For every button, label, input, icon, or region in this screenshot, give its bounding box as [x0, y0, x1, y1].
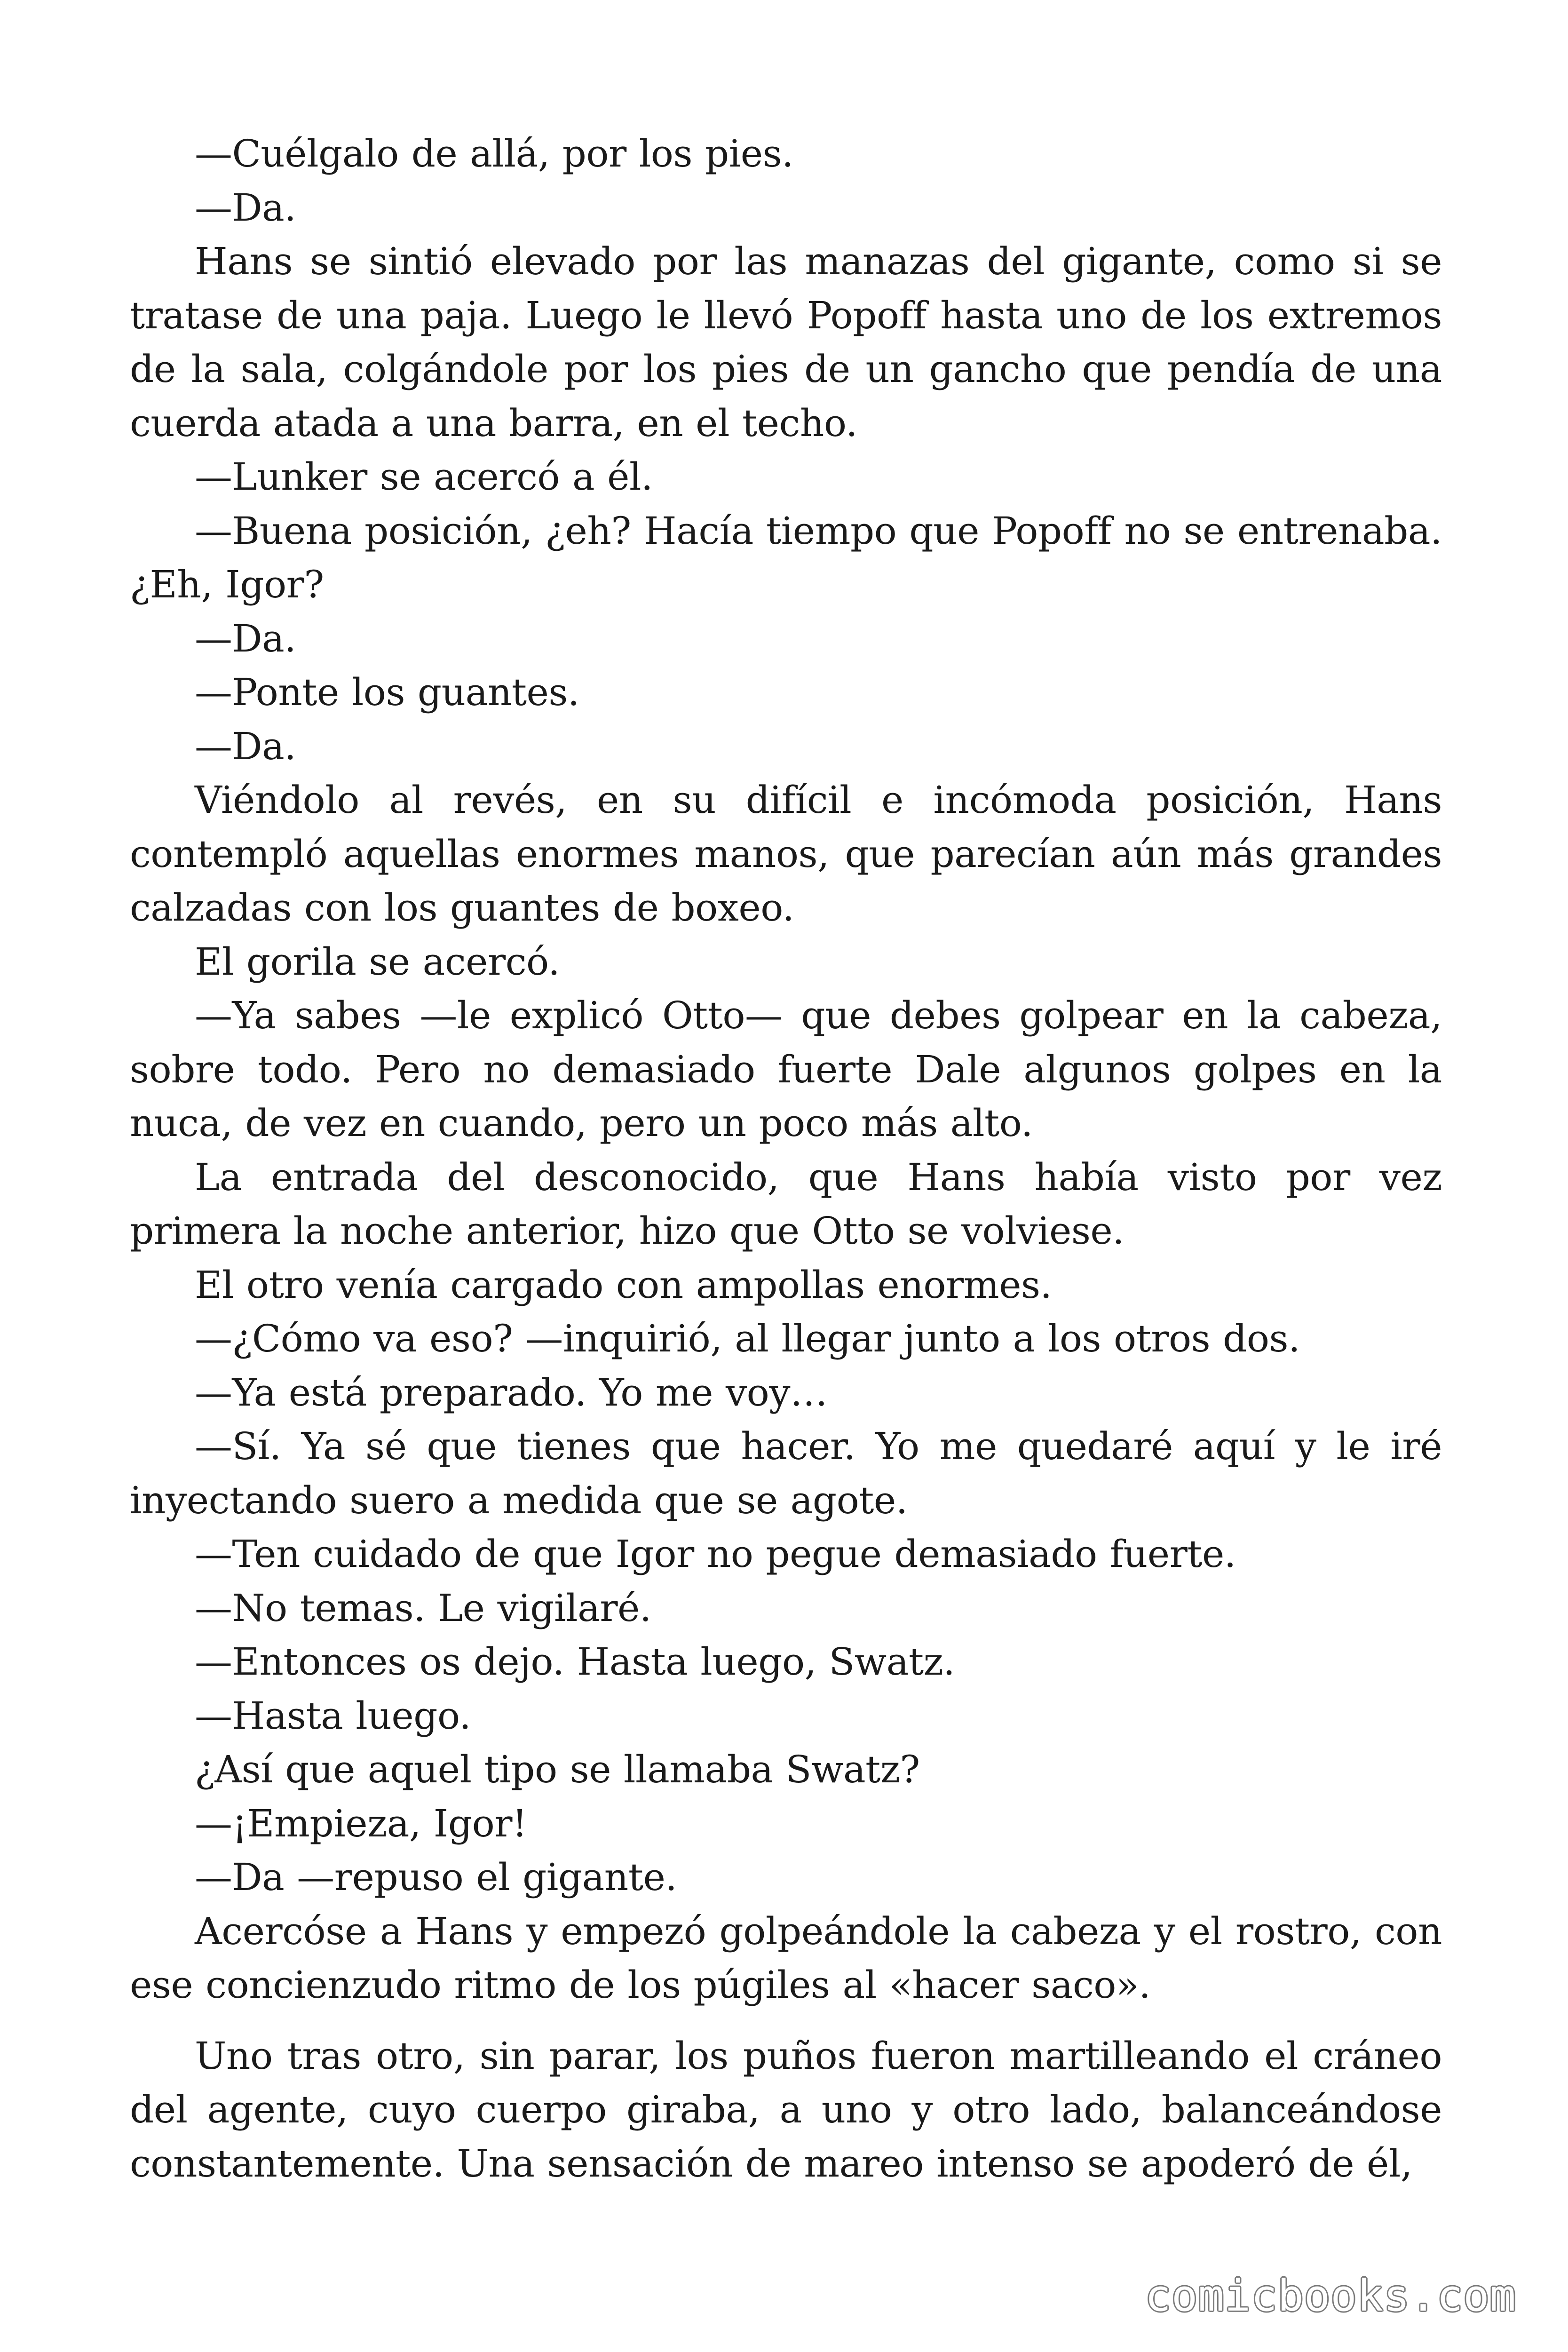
paragraph: Uno tras otro, sin parar, los puños fueron martilleando el cráneo del agente, cuyo cuerpo giraba, a uno y otro lado, balanceándose constantemente. Una sensación de mareo intenso se apoderó de él,	[130, 2034, 1442, 2185]
paragraph: ¿Así que aquel tipo se llamaba Swatz?	[195, 1748, 920, 1791]
paragraph: —Da.	[195, 724, 296, 768]
paragraph: —¡Empieza, Igor!	[195, 1801, 527, 1845]
paragraph: Viéndolo al revés, en su difícil e incómoda posición, Hans contempló aquellas enormes manos, que parecían aún más grandes calzadas con los guantes de boxeo.	[130, 778, 1442, 930]
paragraph: —Ponte los guantes.	[195, 670, 579, 714]
paragraph: —Sí. Ya sé que tienes que hacer. Yo me quedaré aquí y le iré inyectando suero a medida que se agote.	[130, 1424, 1442, 1522]
paragraph: Hans se sintió elevado por las manazas del gigante, como si se tratase de una paja. Luego le llevó Popoff hasta uno de los extremos de la sala, colgándole por los pies de un gancho que pendía de una cuerda atada a una barra, en el techo.	[130, 239, 1442, 445]
paragraph: —Lunker se acercó a él.	[195, 455, 653, 499]
paragraph: —Buena posición, ¿eh? Hacía tiempo que Popoff no se entrenaba. ¿Eh, Igor?	[130, 509, 1442, 606]
paragraph: —Hasta luego.	[195, 1693, 471, 1738]
paragraph: —Da —repuso el gigante.	[195, 1855, 677, 1899]
watermark-logo: comicbooks.com	[1145, 2271, 1516, 2321]
paragraph: —¿Cómo va eso? —inquirió, al llegar junto a los otros dos.	[195, 1317, 1300, 1360]
paragraph: —Ten cuidado de que Igor no pegue demasiado fuerte.	[195, 1532, 1236, 1576]
paragraph: —Da.	[195, 616, 296, 660]
paragraph: —No temas. Le vigilaré.	[195, 1586, 651, 1630]
paragraph: —Ya sabes —le explicó Otto— que debes golpear en la cabeza, sobre todo. Pero no demasiado fuerte Dale algunos golpes en la nuca, de vez en cuando, pero un poco más alto.	[130, 993, 1442, 1145]
paragraph: —Cuélgalo de allá, por los pies.	[195, 132, 794, 175]
paragraph: Acercóse a Hans y empezó golpeándole la cabeza y el rostro, con ese concienzudo ritmo de los púgiles al «hacer saco».	[130, 1909, 1442, 2007]
paragraph: —Entonces os dejo. Hasta luego, Swatz.	[195, 1640, 955, 1684]
paragraph: El otro venía cargado con ampollas enormes.	[195, 1263, 1052, 1307]
paragraph: El gorila se acercó.	[195, 939, 560, 984]
paragraph: —Ya está preparado. Yo me voy…	[195, 1370, 828, 1414]
paragraph: —Da.	[195, 185, 296, 230]
book-page	[130, 127, 1442, 2253]
paragraph: La entrada del desconocido, que Hans había visto por vez primera la noche anterior, hizo que Otto se volviese.	[130, 1155, 1442, 1253]
